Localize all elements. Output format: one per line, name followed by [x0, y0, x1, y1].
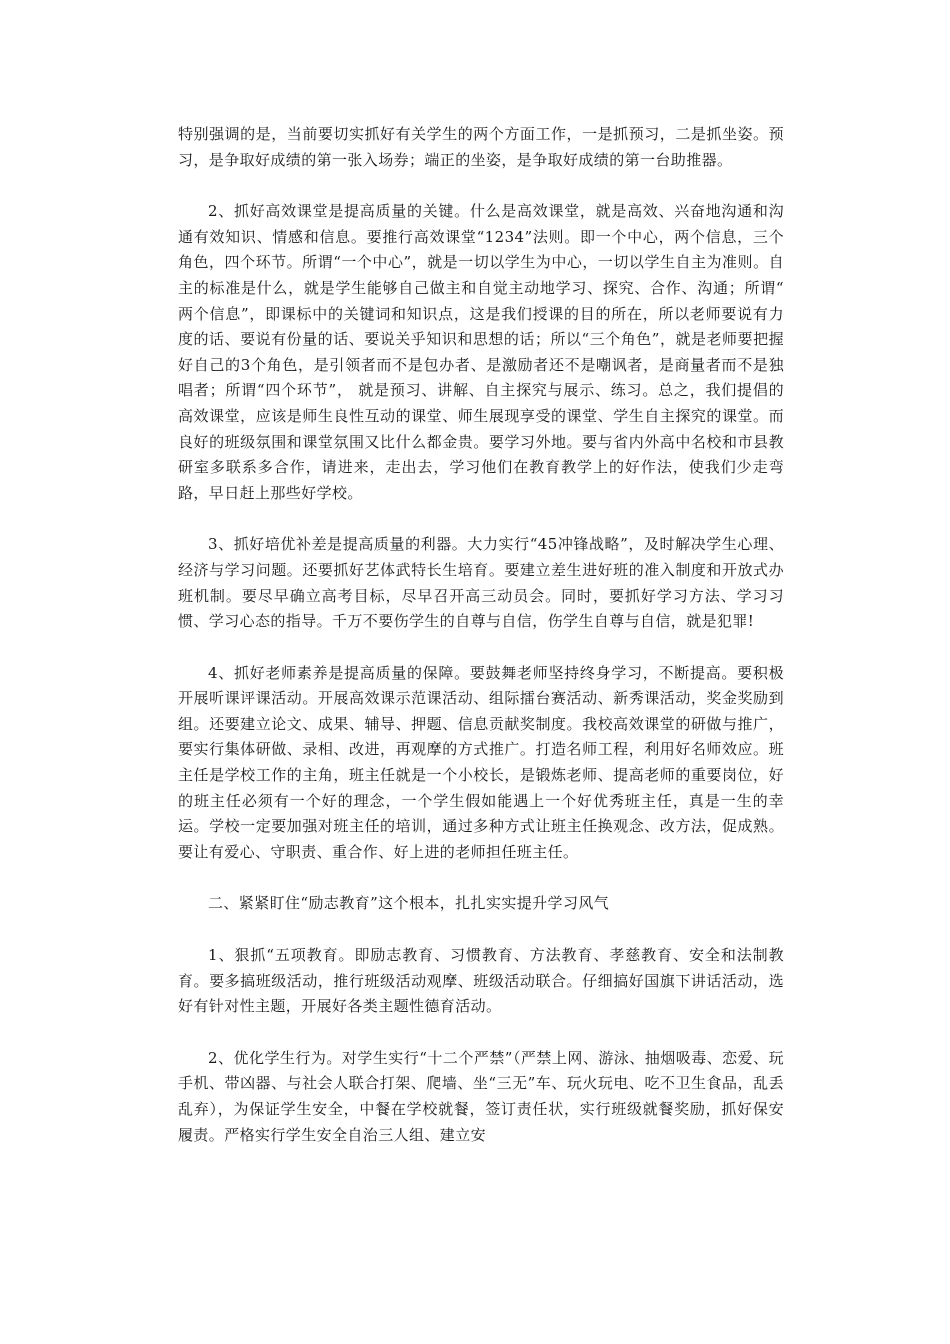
paragraph-five-educations: 1、狠抓“五项教育。即励志教育、习惯教育、方法教育、孝慈教育、安全和法制教育。要多搞班级活动，推行班级活动观摩、班级活动联合。仔细搞好国旗下讲话活动，选好有针对性主题，开展好各类主题性德育活动。: [178, 946, 784, 1016]
paragraph-tutoring: 3、抓好培优补差是提高质量的利器。大力实行“45冲锋战略”，及时解决学生心理、经济与学习问题。还要抓好艺体武特长生培育。要建立差生进好班的准入制度和开放式办班机制。要尽早确立高考目标，尽早召开高三动员会。同时，要抓好学习方法、学习习惯、学习心态的指导。千万不要伤学生的自尊与自信，伤学生自尊与自信，就是犯罪!: [178, 535, 784, 631]
section-heading-motivation-education: 二、紧紧盯住“励志教育”这个根本，扎扎实实提升学习风气: [208, 894, 610, 913]
paragraph-student-behavior: 2、优化学生行为。对学生实行“十二个严禁”（严禁上网、游泳、抽烟吸毒、恋爱、玩手机、带凶器、与社会人联合打架、爬墙、坐“三无”车、玩火玩电、吃不卫生食品，乱丢乱弃），为保证学生安全，中餐在学校就餐，签订责任状，实行班级就餐奖励，抓好保安履责。严格实行学生安全自治三人组、建立安: [178, 1048, 784, 1144]
paragraph-emphasis: 特别强调的是，当前要切实抓好有关学生的两个方面工作，一是抓预习，二是抓坐姿。预习，是争取好成绩的第一张入场券；端正的坐姿，是争取好成绩的第一台助推器。: [178, 125, 784, 169]
paragraph-teacher-quality: 4、抓好老师素养是提高质量的保障。要鼓舞老师坚持终身学习，不断提高。要积极开展听课评课活动。开展高效课示范课活动、组际擂台赛活动、新秀课活动，奖金奖励到组。还要建立论文、成果、辅导、押题、信息贡献奖制度。我校高效课堂的研做与推广，要实行集体研做、录相、改进，再观摩的方式推广。打造名师工程，利用好名师效应。班主任是学校工作的主角，班主任就是一个小校长，是锻炼老师、提高老师的重要岗位，好的班主任必须有一个好的理念，一个学生假如能遇上一个好优秀班主任，真是一生的幸运。学校一定要加强对班主任的培训，通过多种方式让班主任换观念、改方法，促成熟。要让有爱心、守职责、重合作、好上进的老师担任班主任。: [178, 663, 784, 861]
paragraph-efficient-classroom: 2、抓好高效课堂是提高质量的关键。什么是高效课堂，就是高效、兴奋地沟通和沟通有效知识、情感和信息。要推行高效课堂“1234”法则。即一个中心，两个信息，三个角色，四个环节。所谓“一个中心”，就是一切以学生为中心，一切以学生自主为准则。自主的标准是什么，就是学生能够自己做主和自觉主动地学习、探究、合作、沟通；所谓“ 两个信息”，即课标中的关键词和知识点，这是我们授课的目的所在，所以老师要说有力度的话、要说有份量的话、要说关乎知识和思想的话；所以“三个角色”，就是老师要把握好自己的3个角色，是引领者而不是包办者、是激励者还不是嘲讽者，是商量者而不是独唱者；所谓“四个环节”， 就是预习、讲解、自主探究与展示、练习。总之，我们提倡的高效课堂，应该是师生良性互动的课堂、师生展现享受的课堂、学生自主探究的课堂。而良好的班级氛围和课堂氛围又比什么都金贵。要学习外地。要与省内外高中名校和市县教研室多联系多合作，请进来，走出去，学习他们在教育教学上的好作法，使我们少走弯路，早日赶上那些好学校。: [178, 202, 784, 502]
document-page: [178, 122, 784, 1174]
